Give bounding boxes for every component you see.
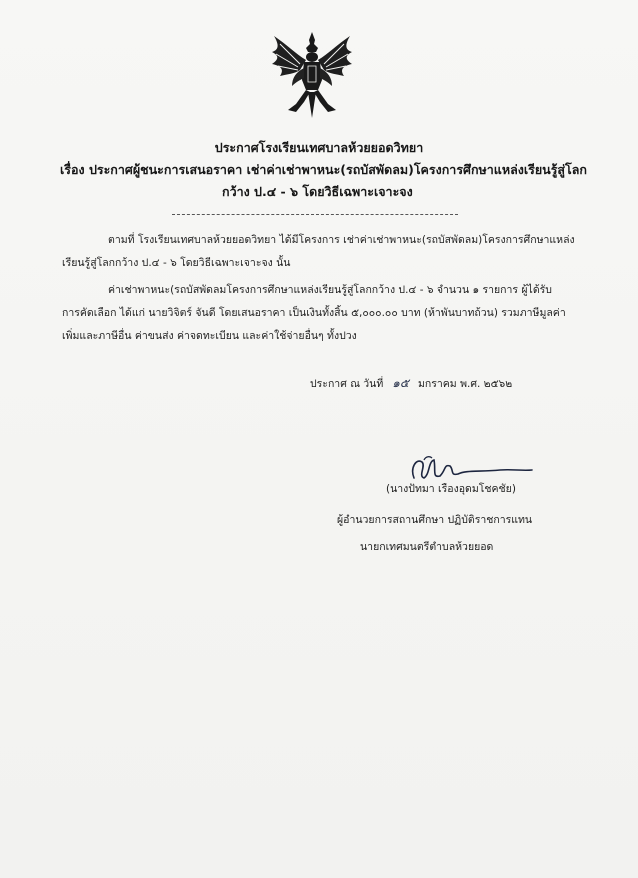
document-title: ประกาศโรงเรียนเทศบาลห้วยยอดวิทยา [214,140,424,155]
paragraph-line: เรียนรู้สู่โลกกว้าง ป.๔ - ๖ โดยวิธีเฉพาะเจาะจง นั้น [62,257,291,269]
document-subject: เรื่อง ประกาศผู้ชนะการเสนอราคา เช่าค่าเช่าพาหนะ(รถบัสพัดลม)โครงการศึกษาแหล่งเรียนรู้สู่โลก [60,162,587,177]
signatory-position-secondary: นายกเทศมนตรีตำบลห้วยยอด [360,541,494,553]
paragraph-line: เพิ่มและภาษีอื่น ค่าขนส่ง ค่าจดทะเบียน และค่าใช้จ่ายอื่นๆ ทั้งปวง [62,330,357,342]
handwritten-day: ๑๕ [392,376,409,390]
paragraph-line: ค่าเช่าพาหนะ(รถบัสพัดลมโครงการศึกษาแหล่งเรียนรู้สู่โลกกว้าง ป.๔ - ๖ จำนวน ๑ รายการ ผู้ได้รับ [108,284,552,296]
announcement-date [310,374,512,393]
announcement-month-year: มกราคม พ.ศ. ๒๕๖๒ [417,378,513,390]
garuda-emblem-icon [266,30,358,122]
paragraph-line: การคัดเลือก ได้แก่ นายวิจิตร์ จันดี โดยเสนอราคา เป็นเงินทั้งสิ้น ๕,๐๐๐.๐๐ บาท (ห้าพันบาทถ้วน) รวมภาษีมูลค่า [62,307,566,319]
paragraph-line: ตามที่ โรงเรียนเทศบาลห้วยยอดวิทยา ได้มีโครงการ เช่าค่าเช่าพาหนะ(รถบัสพัดลม)โครงการศึกษาแหล่ง [108,234,575,246]
document-subject-continued: กว้าง ป.๔ - ๖ โดยวิธีเฉพาะเจาะจง [222,184,413,199]
signatory-position: ผู้อำนวยการสถานศึกษา ปฏิบัติราชการแทน [337,514,533,526]
announcement-prefix: ประกาศ ณ วันที่ [310,378,384,390]
signatory-name: (นางปัทมา เรืองอุดมโชคชัย) [386,483,516,495]
section-divider [172,214,458,215]
